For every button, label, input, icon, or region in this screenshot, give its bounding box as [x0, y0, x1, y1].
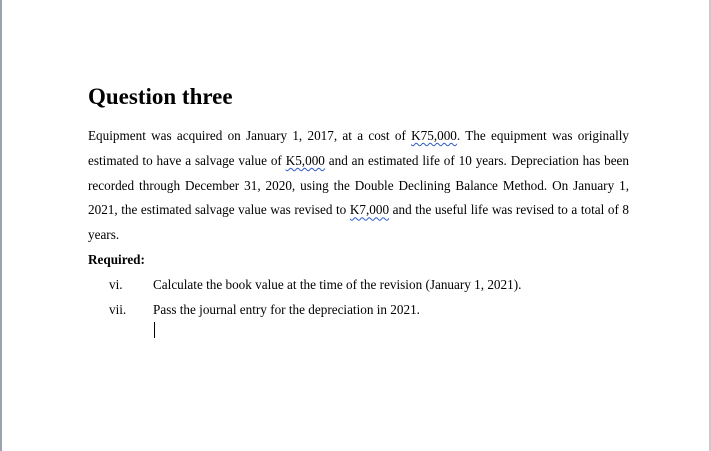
list-item[interactable] — [88, 273, 629, 298]
list-item-text: Calculate the book value at the time of the revision (January 1, 2021). — [153, 276, 522, 292]
list-item[interactable] — [88, 298, 629, 323]
spellcheck-cost[interactable]: K75,000 — [411, 128, 457, 143]
question-paragraph[interactable] — [88, 124, 629, 248]
document-page[interactable] — [88, 82, 629, 322]
list-item-number: vi. — [109, 276, 123, 292]
text-cursor — [154, 322, 155, 338]
required-label: Required: — [88, 251, 145, 267]
paragraph-text-1: Equipment was acquired on January 1, 2017, at a cost of — [88, 128, 412, 143]
paragraph-text-3: and an estimated life of 10 years. Depreciation has been recorded through December 31, 2020, using the Double Declining Balance Method. On January 1, 2021, the estimated salvage value was revised to — [88, 152, 629, 218]
question-heading: Question three — [88, 84, 233, 109]
paragraph-text-4: and the useful life was revised to a total of 8 years. — [88, 202, 629, 243]
spellcheck-salvage[interactable]: K5,000 — [285, 152, 325, 168]
list-item-number: vii. — [109, 301, 127, 317]
list-item-text: Pass the journal entry for the depreciation in 2021. — [153, 301, 420, 317]
window-left-border — [0, 0, 2, 451]
spellcheck-revised-salvage[interactable]: K7,000 — [349, 202, 390, 218]
paragraph-text-2: . The equipment was originally estimated to have a salvage value of — [88, 128, 629, 168]
